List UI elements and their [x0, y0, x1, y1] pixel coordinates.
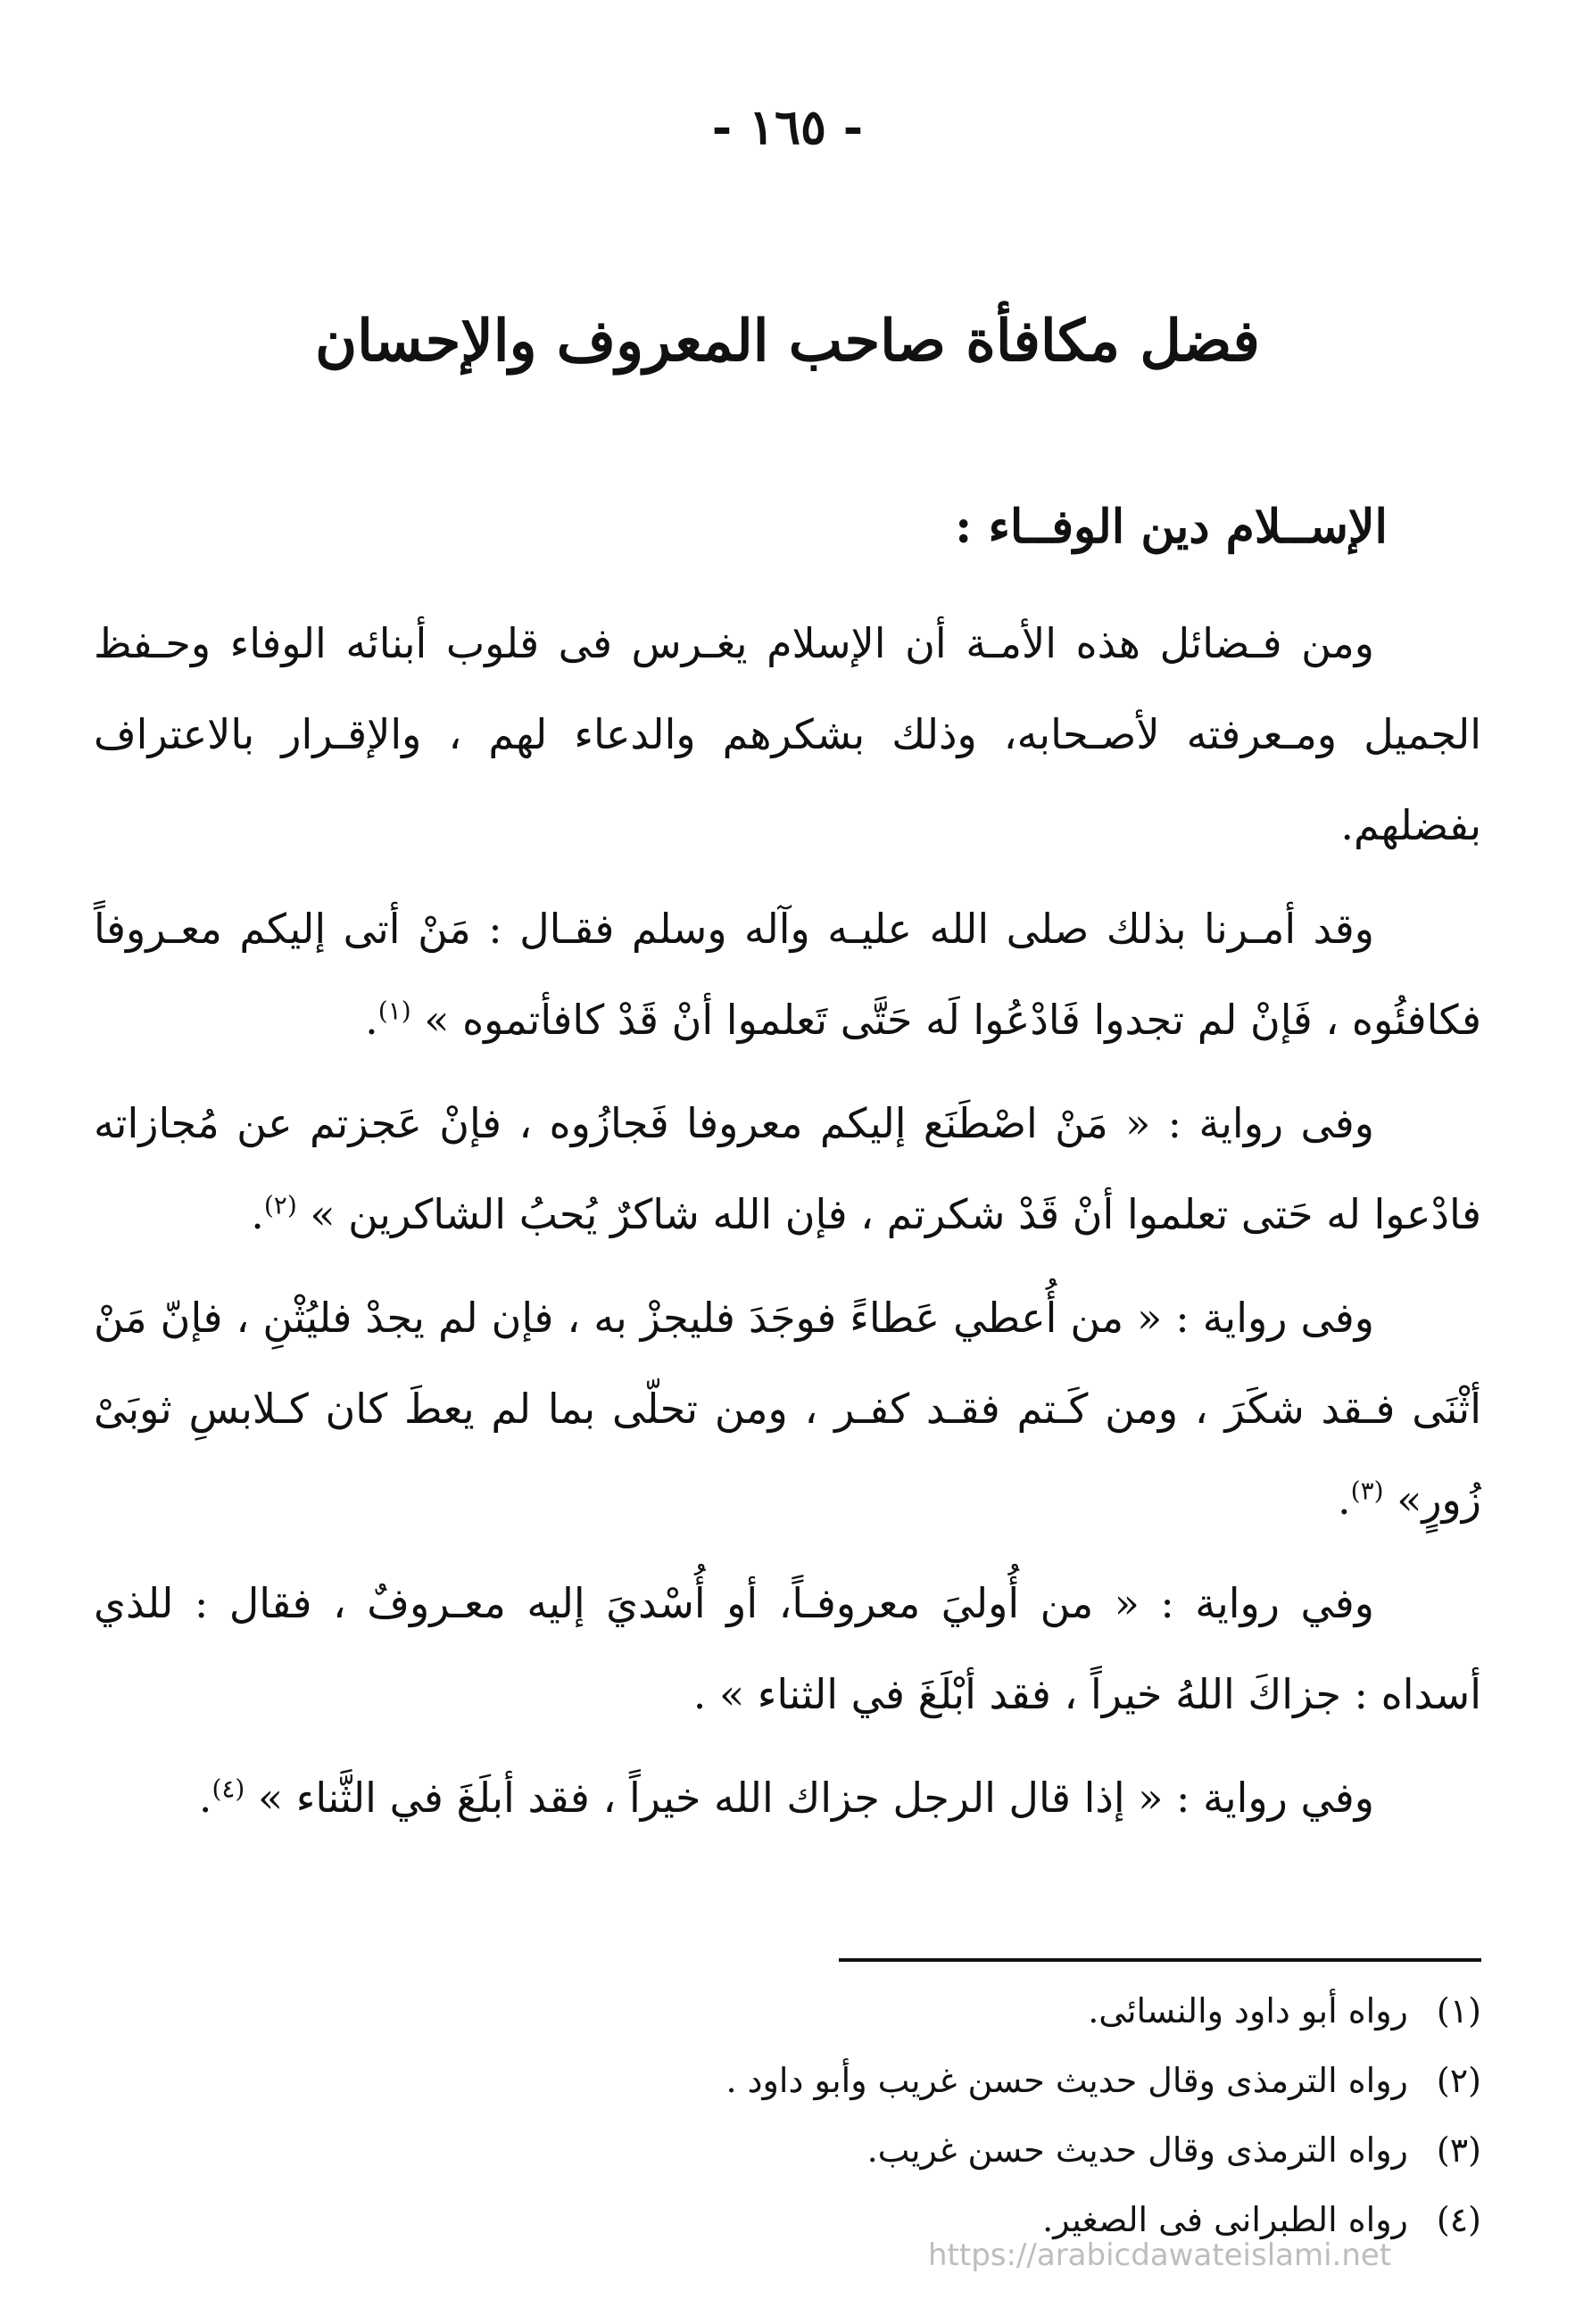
footnote-reference: (١): [377, 996, 411, 1026]
period: .: [1338, 1476, 1351, 1524]
footnote-number: (١): [1436, 1991, 1481, 2030]
footnote-number: (٣): [1436, 2130, 1481, 2170]
footnote-item: [232, 2115, 1481, 2185]
page-number: - ١٦٥ -: [711, 98, 864, 155]
footnote-text: رواه أبو داود والنسائى.: [1088, 1991, 1408, 2030]
page-title: فضل مكافأة صاحب المعروف والإحسان: [315, 308, 1260, 375]
paragraph-text: وفى رواية : « من أُعطي عَطاءً فوجَدَ فليجزْ به ، فإن لم يجدْ فليُثْنِ ، فإنّ مَنْ أثْنَى فـقد شكَرَ ، ومن كَـتم فقـد كفـر ، ومن تحلّى بما لم يعطَ كان كـلابسِ ثوبَىْ زُورٍ»: [94, 1294, 1481, 1524]
paragraph: [94, 1272, 1481, 1545]
paragraph: [94, 598, 1481, 871]
footnote-item: [232, 2046, 1481, 2115]
footnote-reference: (٤): [211, 1774, 245, 1804]
footnote-text: رواه الترمذى وقال حديث حسن غريب وأبو داود .: [725, 2061, 1408, 2100]
section-heading: الإســلام دين الوفــاء :: [955, 500, 1388, 554]
paragraph: [94, 1558, 1481, 1740]
footnote-text: رواه الطبرانى فى الصغير.: [1042, 2200, 1408, 2239]
paragraph-text: وفى رواية : « مَنْ اصْطَنَع إليكم معروفا فَجازُوه ، فإنْ عَجزتم عن مُجازاته فادْعوا له حَتى تعلموا أنْ قَدْ شكرتم ، فإن الله شاكرٌ يُحبُ الشاكرين »: [94, 1099, 1481, 1238]
period: .: [251, 1190, 264, 1238]
paragraph-text: وفي رواية : « إذا قال الرجل جزاك الله خيراً ، فقد أبلَغَ في الثَّناء »: [257, 1774, 1374, 1822]
paragraph-text: وقد أمـرنا بذلك صلى الله عليـه وآله وسلم فقـال : مَنْ أتى إليكم معـروفاً فكافئُوه ، فَإنْ لم تجدوا فَادْعُوا لَه حَتَّى تَعلموا أنْ قَدْ كافأتموه »: [94, 905, 1481, 1044]
period: .: [365, 996, 378, 1044]
watermark-url: https://arabicdawateislami.net: [928, 2237, 1392, 2273]
footnotes-list: [232, 1976, 1481, 2254]
paragraph: [94, 1078, 1481, 1260]
footnote-reference: (٣): [1350, 1476, 1384, 1506]
footnote-text: رواه الترمذى وقال حديث حسن غريب.: [866, 2130, 1408, 2170]
footnote-reference: (٢): [263, 1190, 297, 1220]
footnote-divider: [839, 1958, 1481, 1962]
footnote-item: [232, 1976, 1481, 2046]
paragraph: [94, 883, 1481, 1065]
body-text: [94, 598, 1481, 1856]
paragraph-text: ومن فـضائل هذه الأمـة أن الإسلام يغـرس فى قلوب أبنائه الوفاء وحـفظ الجميل ومـعرفته لأصـحابه، وذلك بشكرهم والدعاء لهم ، والإقـرار بالاعتراف بفضلهم.: [94, 619, 1481, 849]
paragraph-text: وفي رواية : « من أُوليَ معروفـاً، أو أُسْديَ إليه معـروفٌ ، فقال : للذي أسداه : جزاكَ اللهُ خيراً ، فقد أبْلَغَ في الثناء » .: [94, 1579, 1481, 1718]
paragraph: [94, 1752, 1481, 1843]
footnote-number: (٤): [1436, 2200, 1481, 2239]
footnote-number: (٢): [1436, 2061, 1481, 2100]
period: .: [198, 1774, 212, 1822]
